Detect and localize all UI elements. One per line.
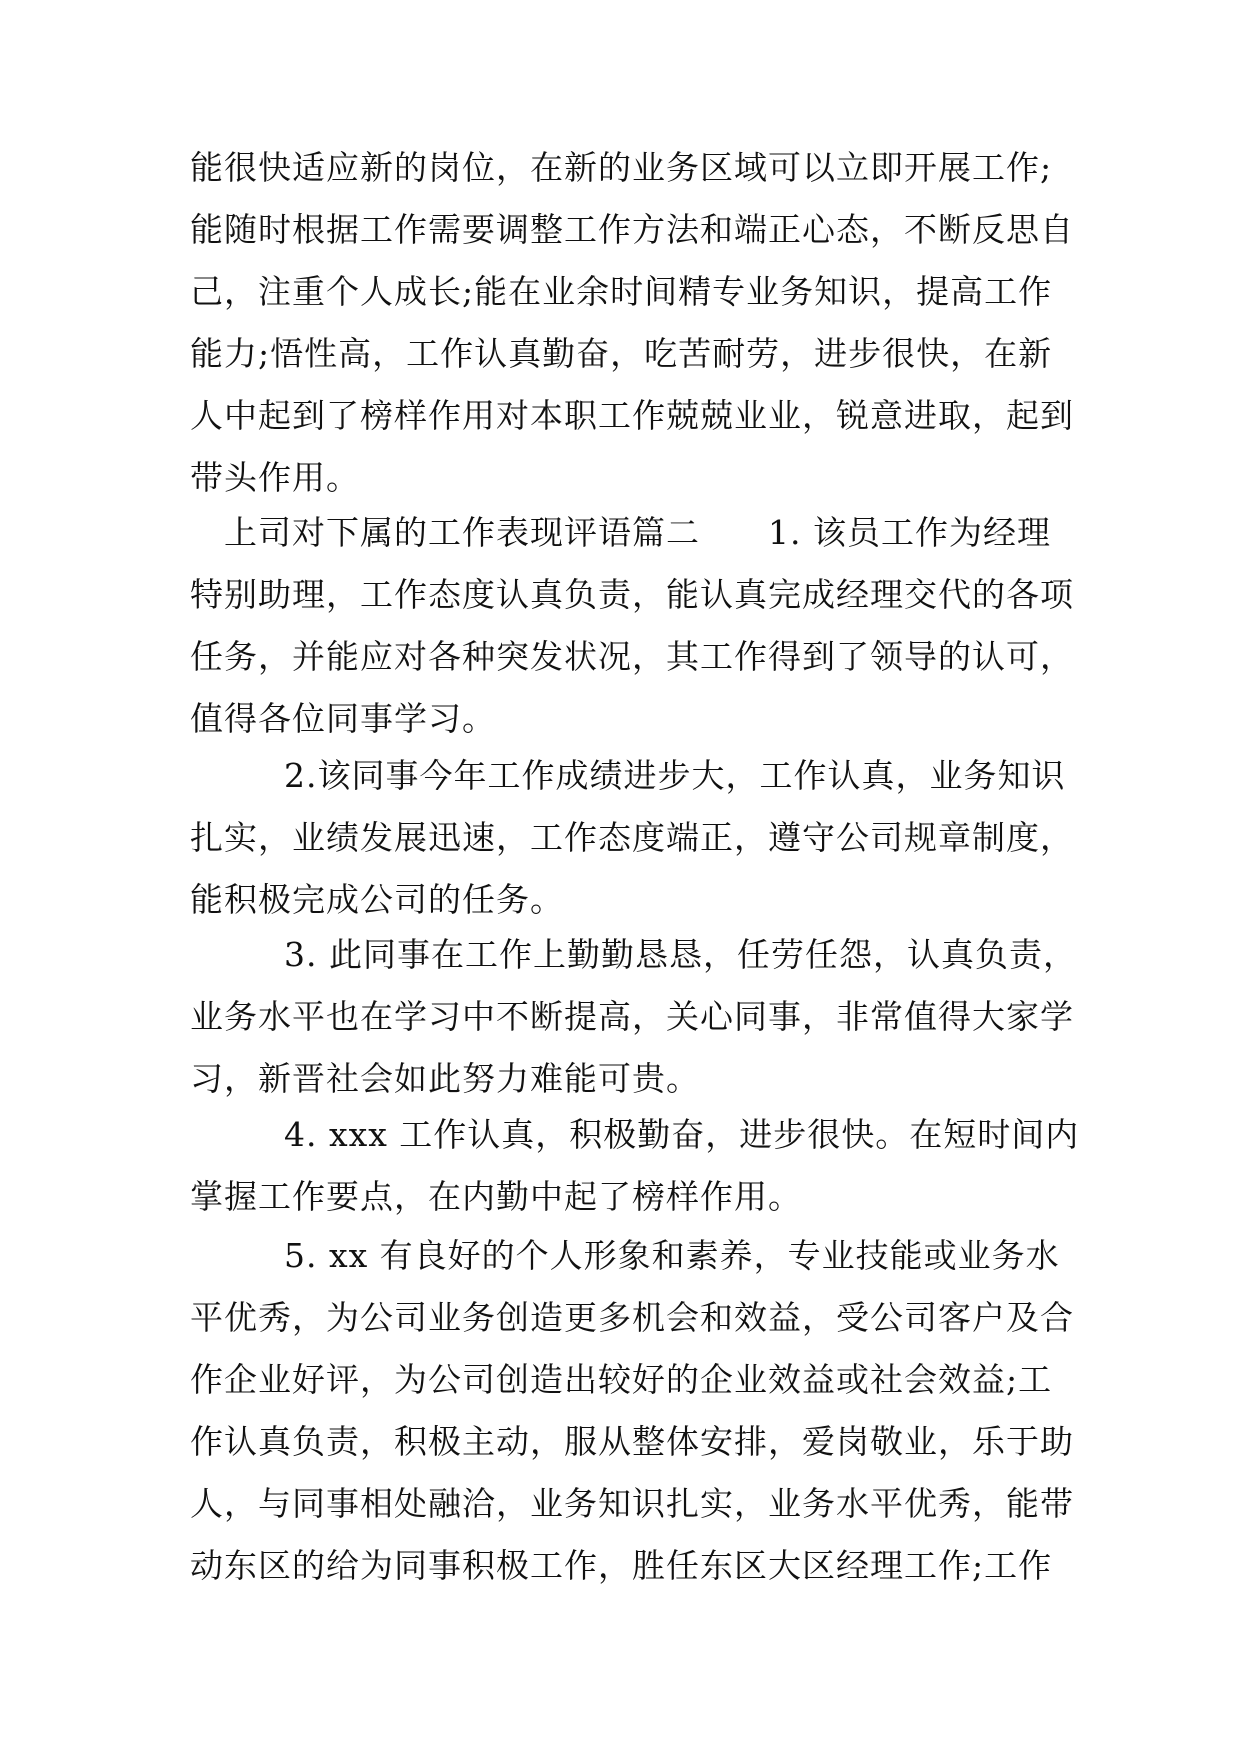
text-line: 习，新晋社会如此努力难能可贵。	[190, 1059, 700, 1098]
text-line: 己，注重个人成长;能在业余时间精专业务知识，提高工作	[190, 272, 1053, 311]
paragraph-section-two	[190, 502, 1074, 750]
text-line: 任务，并能应对各种突发状况，其工作得到了领导的认可，	[190, 637, 1074, 676]
text-line: 特别助理，工作态度认真负责，能认真完成经理交代的各项	[190, 575, 1074, 614]
paragraph-item-4	[190, 1104, 1080, 1228]
paragraph-item-2	[190, 745, 1074, 931]
text-line: 值得各位同事学习。	[190, 699, 496, 738]
text-line: 能随时根据工作需要调整工作方法和端正心态，不断反思自	[190, 210, 1074, 249]
text-line: 2.该同事今年工作成绩进步大，工作认真，业务知识	[284, 756, 1066, 795]
text-line: 5. xx 有良好的个人形象和素养，专业技能或业务水	[284, 1236, 1060, 1275]
text-line: 作认真负责，积极主动，服从整体安排，爱岗敬业，乐于助	[190, 1422, 1074, 1461]
paragraph-item-3	[190, 924, 1077, 1110]
text-line: 带头作用。	[190, 458, 360, 497]
text-line: 4. xxx 工作认真，积极勤奋，进步很快。在短时间内	[284, 1115, 1080, 1154]
text-line: 作企业好评，为公司创造出较好的企业效益或社会效益;工	[190, 1360, 1053, 1399]
text-line: 业务水平也在学习中不断提高，关心同事，非常值得大家学	[190, 997, 1074, 1036]
text-line: 能积极完成公司的任务。	[190, 880, 564, 919]
text-line: 人中起到了榜样作用对本职工作兢兢业业，锐意进取，起到	[190, 396, 1074, 435]
text-line: 能力;悟性高，工作认真勤奋，吃苦耐劳，进步很快，在新	[190, 334, 1053, 373]
text-line: 能很快适应新的岗位，在新的业务区域可以立即开展工作;	[190, 148, 1053, 187]
section-heading-line: 上司对下属的工作表现评语篇二 1. 该员工作为经理	[224, 513, 1051, 552]
paragraph-item-5	[190, 1225, 1074, 1597]
text-line: 人，与同事相处融洽，业务知识扎实，业务水平优秀，能带	[190, 1484, 1074, 1523]
paragraph-intro	[190, 137, 1074, 509]
text-line: 3. 此同事在工作上勤勤恳恳，任劳任怨，认真负责，	[284, 935, 1077, 974]
text-line: 扎实，业绩发展迅速，工作态度端正，遵守公司规章制度，	[190, 818, 1074, 857]
text-line: 平优秀，为公司业务创造更多机会和效益，受公司客户及合	[190, 1298, 1074, 1337]
text-line: 掌握工作要点，在内勤中起了榜样作用。	[190, 1177, 802, 1216]
text-line: 动东区的给为同事积极工作，胜任东区大区经理工作;工作	[190, 1546, 1053, 1585]
